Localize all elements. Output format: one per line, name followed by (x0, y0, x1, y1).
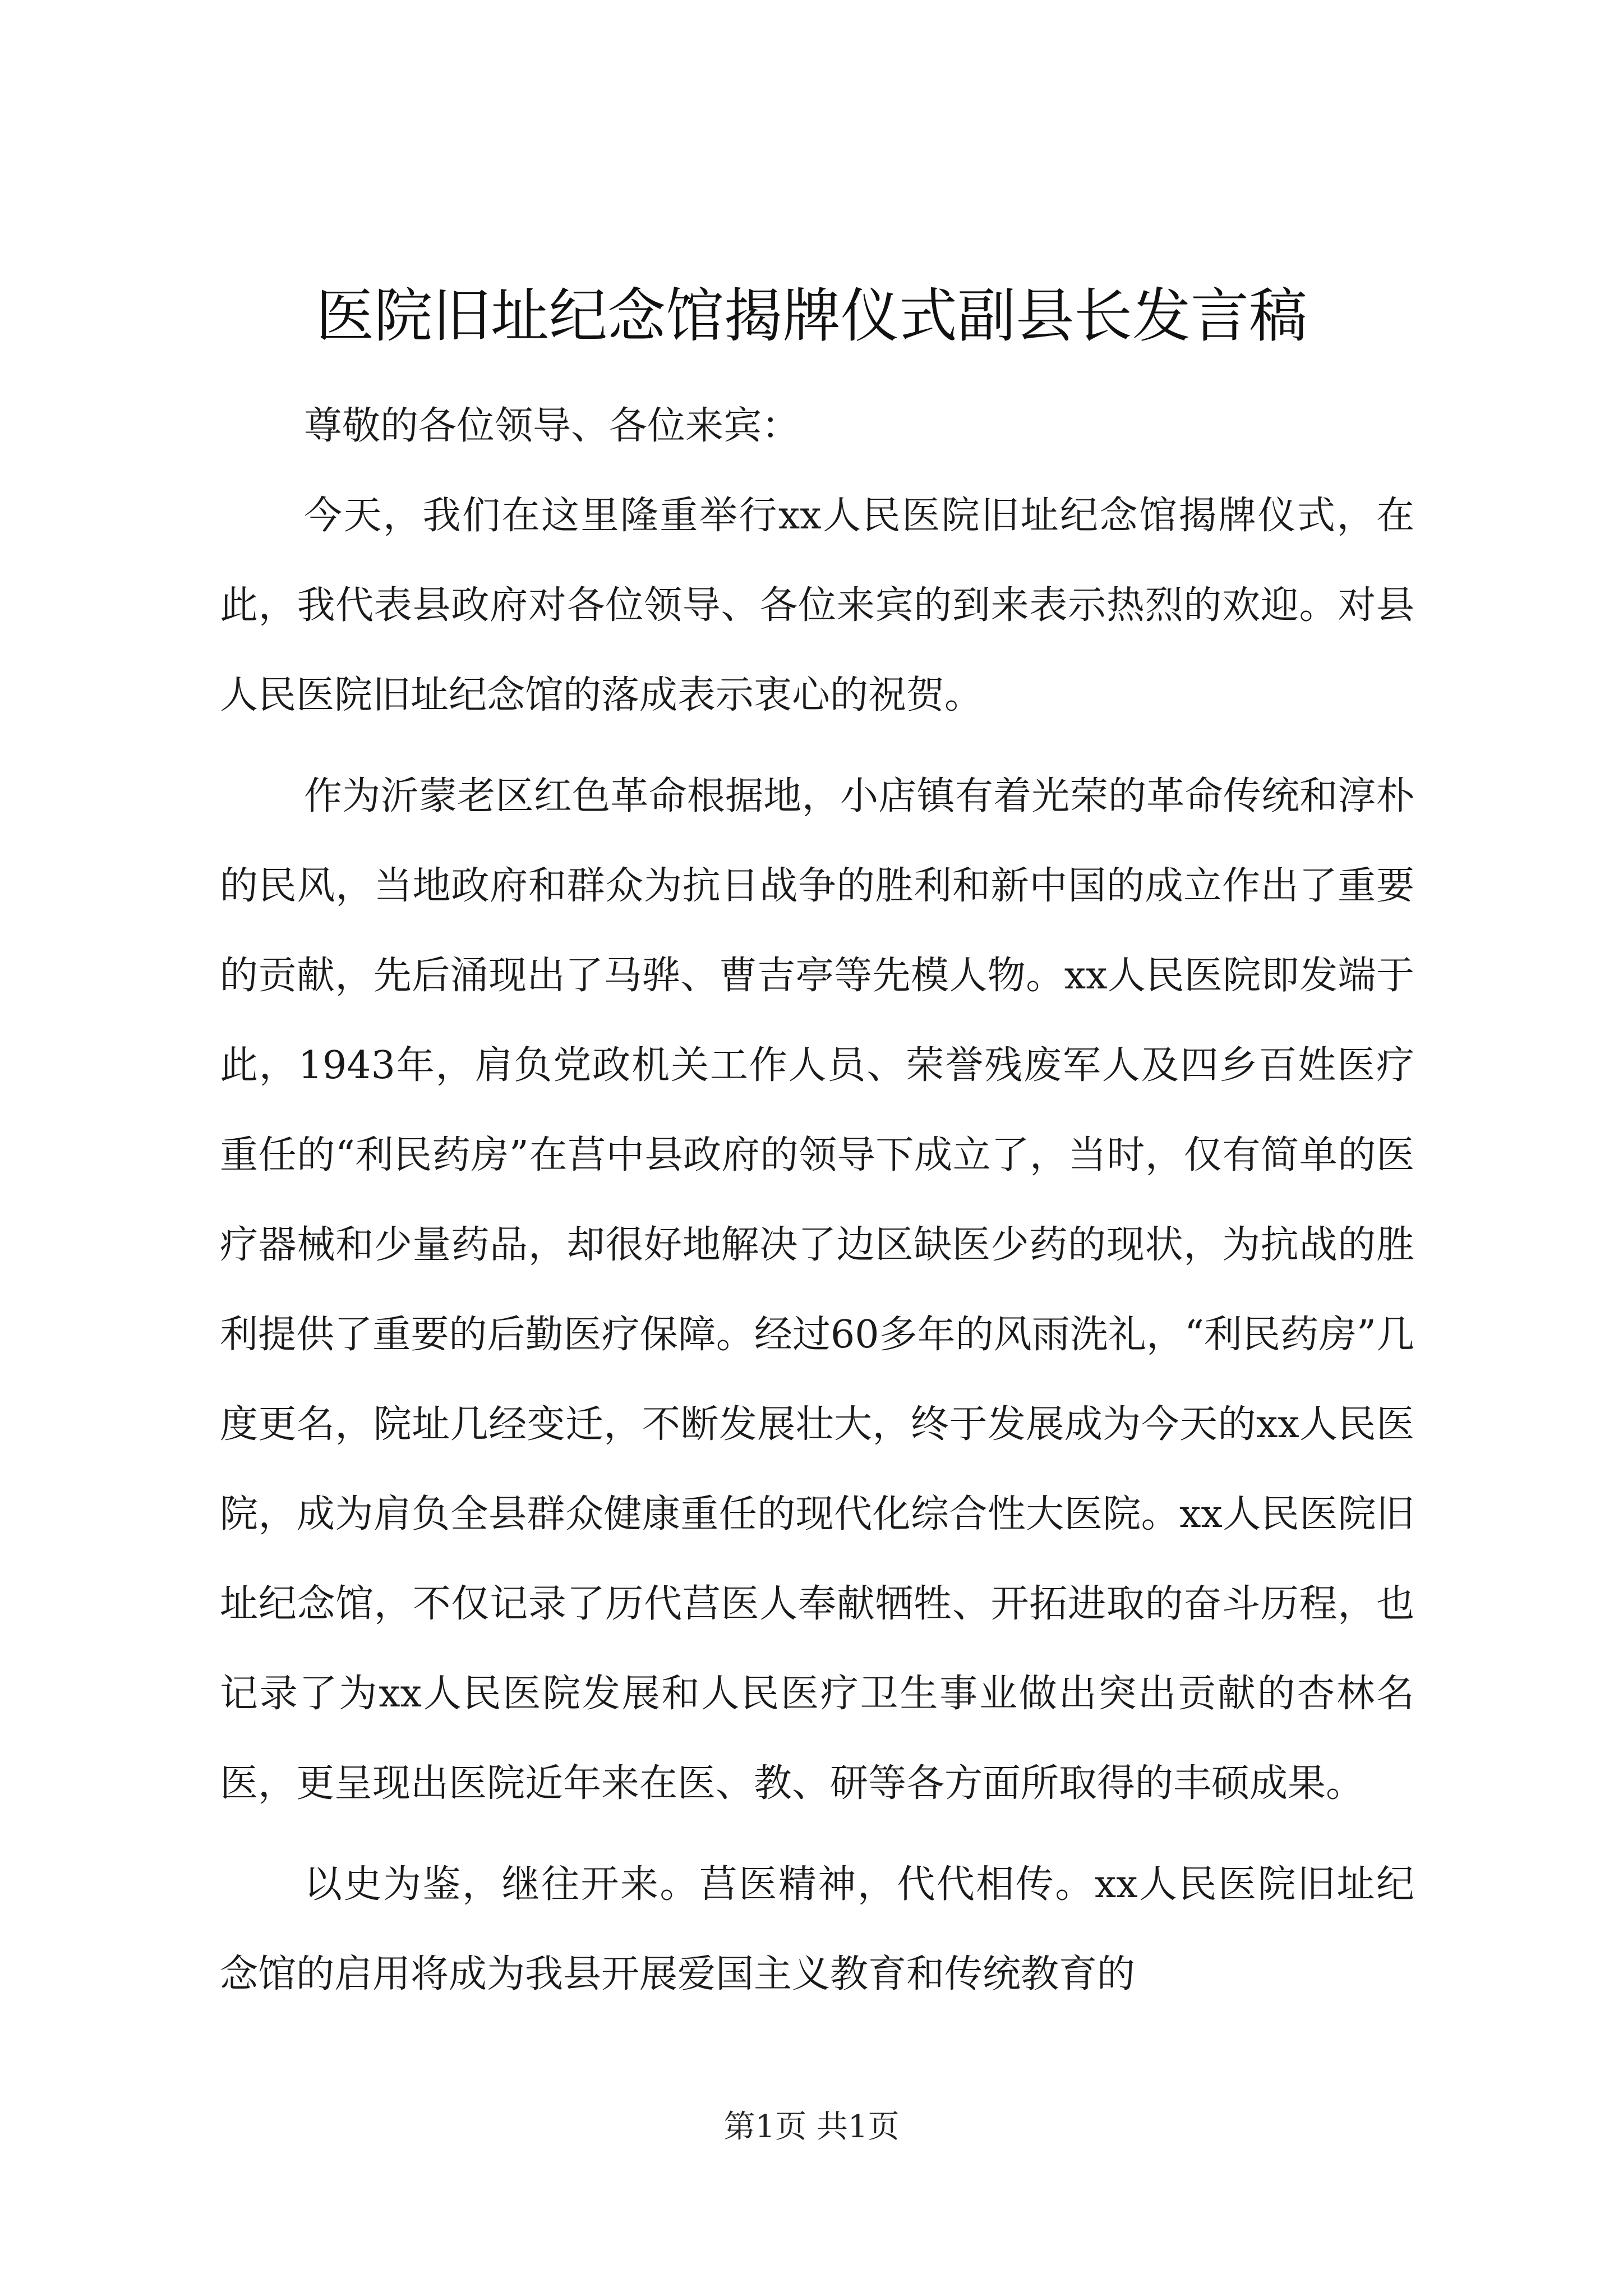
document-body (220, 381, 1414, 2019)
document-title: 医院旧址纪念馆揭牌仪式副县长发言稿 (315, 282, 1307, 350)
paragraph-3: 以史为鉴，继往开来。莒医精神，代代相传。xx人民医院旧址纪念馆的启用将成为我县开展爱国主义教育和传统教育的 (220, 1862, 1414, 1996)
paragraph-2: 作为沂蒙老区红色革命根据地，小店镇有着光荣的革命传统和淳朴的民风，当地政府和群众为抗日战争的胜利和新中国的成立作出了重要的贡献，先后涌现出了马骅、曹吉亭等先模人物。xx人民医院即发端于此，1943年，肩负党政机关工作人员、荣誉残废军人及四乡百姓医疗重任的“利民药房”在莒中县政府的领导下成立了，当时，仅有简单的医疗器械和少量药品，却很好地解决了边区缺医少药的现状，为抗战的胜利提供了重要的后勤医疗保障。经过60多年的风雨洗礼，“利民药房”几度更名，院址几经变迁，不断发展壮大，终于发展成为今天的xx人民医院，成为肩负全县群众健康重任的现代化综合性大医院。xx人民医院旧址纪念馆，不仅记录了历代莒医人奉献牺牲、开拓进取的奋斗历程，也记录了为xx人民医院发展和人民医疗卫生事业做出突出贡献的杏林名医，更呈现出医院近年来在医、教、研等各方面所取得的丰硕成果。 (220, 774, 1414, 1806)
paragraph-1: 今天，我们在这里隆重举行xx人民医院旧址纪念馆揭牌仪式，在此，我代表县政府对各位领导、各位来宾的到来表示热烈的欢迎。对县人民医院旧址纪念馆的落成表示衷心的祝贺。 (220, 494, 1414, 717)
page-footer: 第1页 共1页 (723, 2109, 900, 2145)
salutation: 尊敬的各位领导、各位来宾： (304, 404, 800, 448)
